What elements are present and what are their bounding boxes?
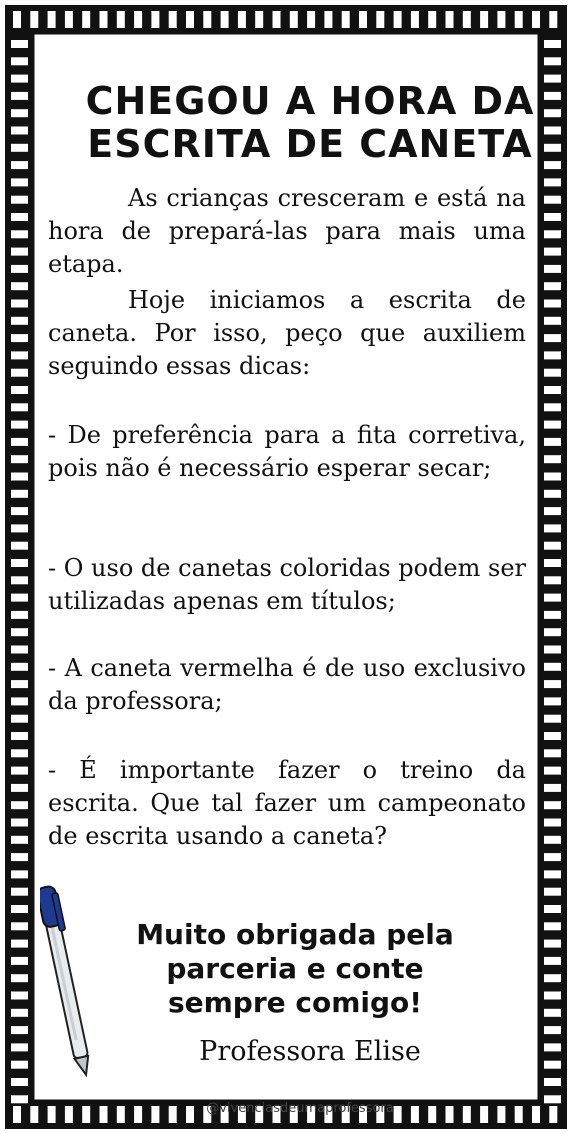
pen-icon (40, 880, 100, 1080)
page-title-line-1: CHEGOU A HORA DA (85, 79, 535, 123)
watermark-credit: @vivenciasdeumaprofessora (206, 1101, 394, 1116)
intro-paragraph-1: As crianças cresceram e está na hora de prepará-las para mais uma etapa. (48, 184, 526, 278)
thanks-message: Muito obrigada pela parceria e conte sempre comigo! (136, 918, 454, 1019)
tip-item: - De preferência para a fita corretiva, pois não é necessário esperar secar; (48, 421, 526, 482)
tip-item: - É importante fazer o treino da escrita. Que tal fazer um campeonato de escrita usando a caneta? (48, 756, 526, 850)
tip-item: - A caneta vermelha é de uso exclusivo da professora; (48, 654, 526, 715)
signature: Professora Elise (199, 1036, 421, 1067)
tip-item: - O uso de canetas coloridas podem ser utilizadas apenas em títulos; (48, 554, 526, 615)
intro-paragraph-2: Hoje iniciamos a escrita de caneta. Por isso, peço que auxiliem seguindo essas dicas: (48, 286, 526, 380)
page-title-line-2: ESCRITA DE CANETA (87, 122, 533, 166)
